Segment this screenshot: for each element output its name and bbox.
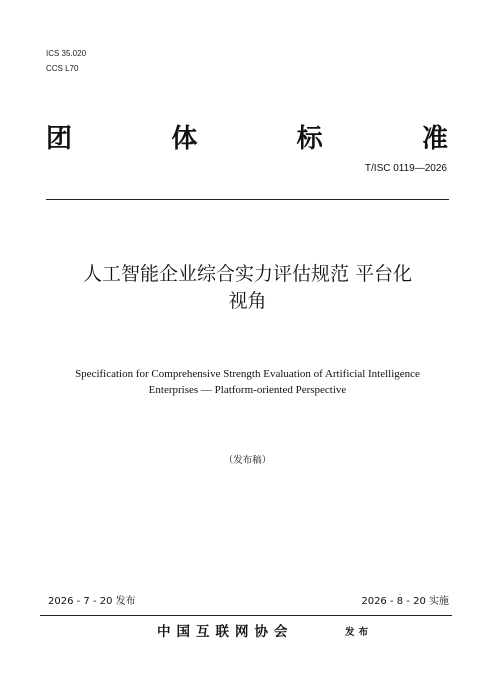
doc-type-char-2: 体 <box>171 124 199 154</box>
publish-date: 2026 - 7 - 20 发布 <box>48 596 136 607</box>
top-divider <box>46 199 449 200</box>
publish-label: 发布 <box>345 627 373 638</box>
bottom-divider <box>40 615 452 616</box>
document-type-heading <box>46 118 449 155</box>
doc-type-char-1: 团 <box>46 124 74 154</box>
chinese-title-line-2: 视角 <box>228 290 267 312</box>
chinese-title-line-1: 人工智能企业综合实力评估规范 平台化 <box>82 263 413 285</box>
implementation-date: 2026 - 8 - 20 实施 <box>361 596 449 607</box>
english-title-line-2: Enterprises — Platform-oriented Perspective <box>148 384 347 396</box>
doc-type-char-3: 标 <box>296 124 324 154</box>
ccs-code: CCS L70 <box>46 64 79 73</box>
release-status: （发布稿） <box>223 456 272 466</box>
ics-code: ICS 35.020 <box>46 49 87 58</box>
publisher-name: 中国互联网协会 <box>157 624 294 640</box>
standard-number: T/ISC 0119—2026 <box>364 163 447 174</box>
english-title-line-1: Specification for Comprehensive Strength Evaluation of Artificial Intelligence <box>75 368 420 380</box>
doc-type-char-4: 准 <box>421 124 449 154</box>
classification-codes <box>46 46 86 76</box>
english-title <box>0 366 495 398</box>
chinese-title <box>0 261 495 315</box>
